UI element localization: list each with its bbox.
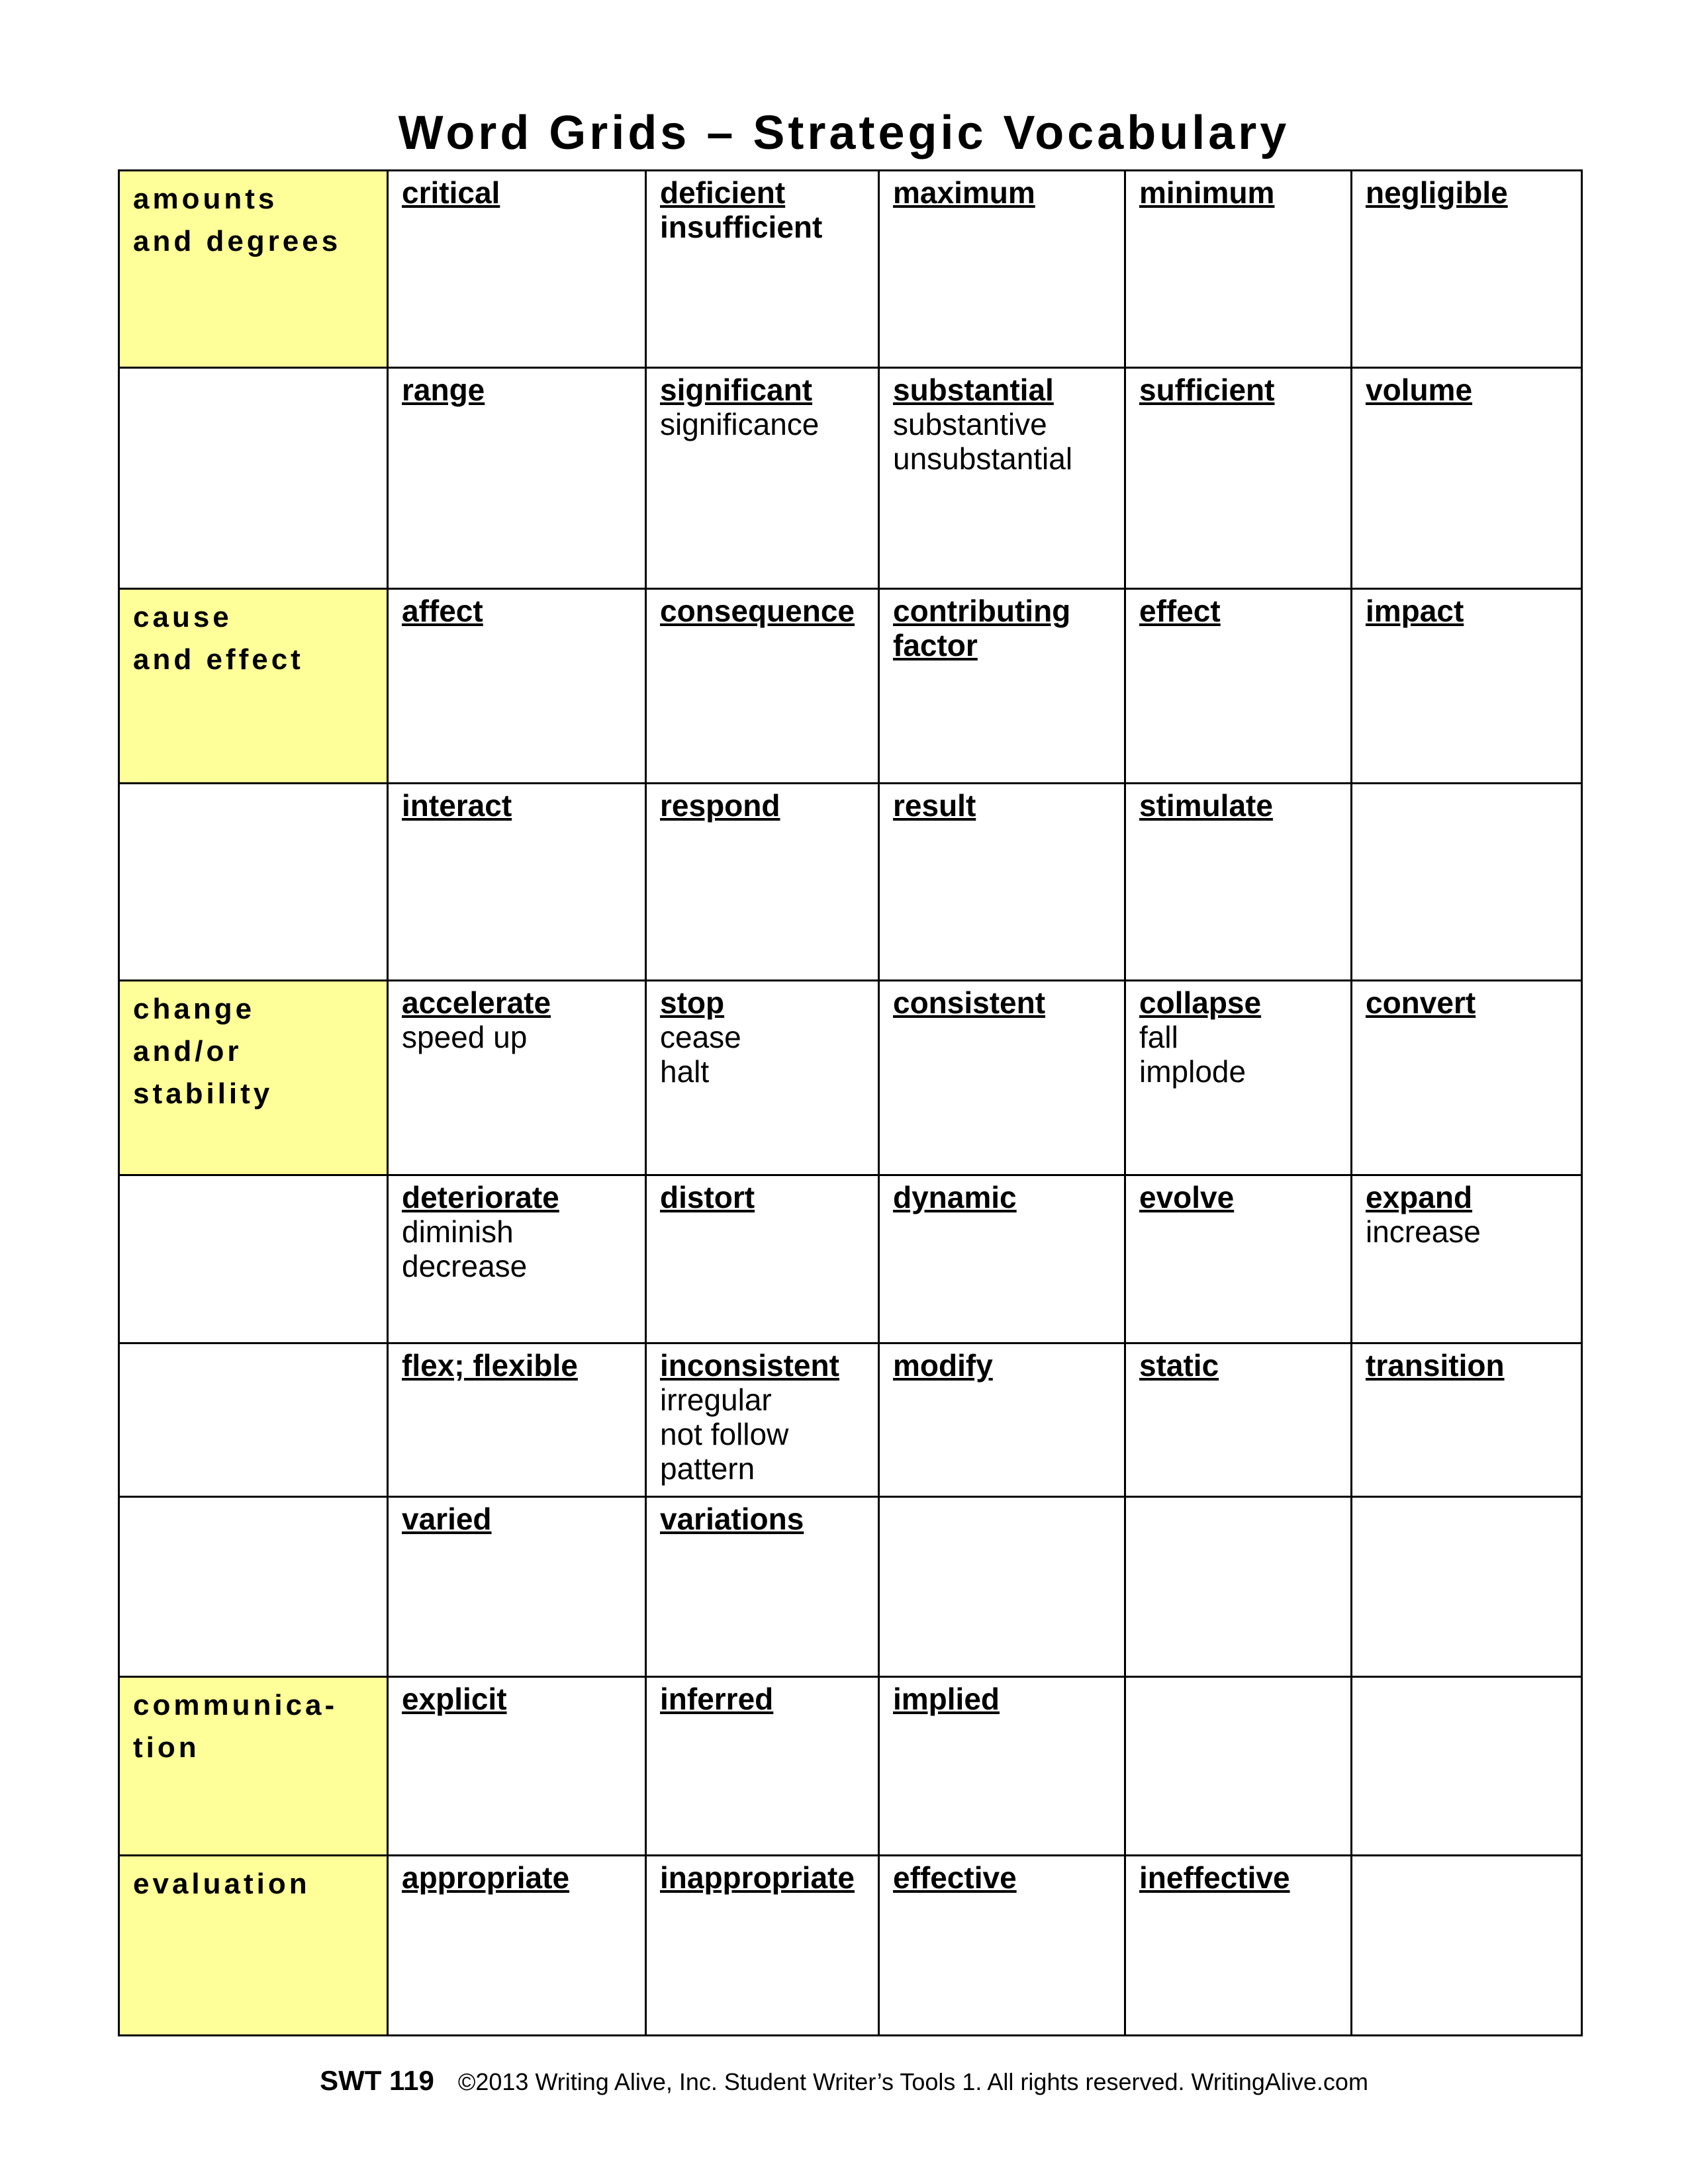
category-label: amounts and degrees — [133, 183, 342, 257]
word-cell — [1125, 1343, 1352, 1497]
headword: effect — [1139, 594, 1221, 628]
category-cell — [119, 368, 388, 589]
word-cell — [1125, 171, 1352, 368]
related-word: unsubstantial — [893, 441, 1073, 476]
word-cell — [1125, 1677, 1352, 1856]
word-cell — [1352, 589, 1582, 784]
grid-row — [119, 1856, 1582, 2036]
headword: negligible — [1366, 175, 1508, 210]
headword: consequence — [660, 594, 855, 628]
word-cell — [646, 368, 879, 589]
word-cell — [388, 981, 646, 1175]
headword: variations — [660, 1502, 804, 1536]
grid-row — [119, 589, 1582, 784]
headword: varied — [402, 1502, 492, 1536]
category-label — [133, 788, 373, 791]
headword: deficient — [660, 175, 786, 210]
word-cell — [388, 368, 646, 589]
related-word: speed up — [402, 1020, 528, 1054]
word-cell — [646, 1856, 879, 2036]
word-cell — [1352, 1497, 1582, 1677]
word-cell — [646, 589, 879, 784]
word-cell — [646, 784, 879, 981]
word-cell — [646, 1677, 879, 1856]
page-title: Word Grids – Strategic Vocabulary — [398, 107, 1290, 159]
headword: collapse — [1139, 985, 1262, 1020]
word-cell — [646, 1175, 879, 1343]
category-label: communica- tion — [133, 1689, 338, 1764]
category-cell — [119, 981, 388, 1175]
word-cell — [388, 1497, 646, 1677]
category-label — [133, 1180, 373, 1183]
headword: static — [1139, 1348, 1219, 1383]
word-cell — [388, 1343, 646, 1497]
word-cell — [388, 1856, 646, 2036]
word-cell — [1125, 368, 1352, 589]
word-cell — [1125, 784, 1352, 981]
grid-row — [119, 1343, 1582, 1497]
related-word: implode — [1139, 1054, 1246, 1089]
footer-copyright: ©2013 Writing Alive, Inc. Student Writer’s Tools 1. All rights reserved. WritingAlive.com — [457, 2068, 1368, 2095]
word-cell — [1352, 1677, 1582, 1856]
category-cell — [119, 784, 388, 981]
grid-row — [119, 171, 1582, 368]
headword: expand — [1366, 1180, 1473, 1214]
headword: contributing factor — [893, 594, 1071, 662]
category-cell — [119, 1497, 388, 1677]
word-cell — [879, 171, 1125, 368]
grid-row — [119, 1175, 1582, 1343]
related-word: halt — [660, 1054, 710, 1089]
headword: convert — [1366, 985, 1476, 1020]
word-cell — [1352, 368, 1582, 589]
word-cell — [1125, 1497, 1352, 1677]
word-cell — [1125, 981, 1352, 1175]
headword: modify — [893, 1348, 993, 1383]
word-cell — [388, 171, 646, 368]
headword: respond — [660, 788, 780, 823]
headword: flex; flexible — [402, 1348, 578, 1383]
headword: maximum — [893, 175, 1035, 210]
category-label: evaluation — [133, 1868, 310, 1900]
headword: impact — [1366, 594, 1464, 628]
headword: stop — [660, 985, 725, 1020]
headword: interact — [402, 788, 512, 823]
headword: minimum — [1139, 175, 1275, 210]
word-cell — [879, 981, 1125, 1175]
category-cell — [119, 171, 388, 368]
headword: evolve — [1139, 1180, 1235, 1214]
headword: implied — [893, 1682, 1000, 1716]
related-word: irregular — [660, 1383, 772, 1417]
related-word: insufficient — [660, 210, 823, 244]
word-cell — [388, 784, 646, 981]
related-word: increase — [1366, 1214, 1481, 1249]
word-cell — [879, 1497, 1125, 1677]
word-cell — [1352, 784, 1582, 981]
headword: sufficient — [1139, 373, 1275, 407]
word-cell — [1352, 1175, 1582, 1343]
word-cell — [879, 589, 1125, 784]
related-word: decrease — [402, 1249, 528, 1283]
word-cell — [1352, 171, 1582, 368]
category-label: change and/or stability — [133, 993, 273, 1110]
headword: inappropriate — [660, 1860, 855, 1895]
related-word: cease — [660, 1020, 741, 1054]
headword: dynamic — [893, 1180, 1017, 1214]
headword: inferred — [660, 1682, 774, 1716]
grid-row — [119, 784, 1582, 981]
word-cell — [1352, 1856, 1582, 2036]
related-word: pattern — [660, 1451, 755, 1486]
headword: substantial — [893, 373, 1054, 407]
headword: range — [402, 373, 485, 407]
word-grid-table — [118, 169, 1583, 2036]
related-word: significance — [660, 407, 820, 441]
word-cell — [646, 171, 879, 368]
word-cell — [879, 784, 1125, 981]
headword: volume — [1366, 373, 1473, 407]
headword: explicit — [402, 1682, 507, 1716]
headword: consistent — [893, 985, 1046, 1020]
related-word: fall — [1139, 1020, 1178, 1054]
headword: stimulate — [1139, 788, 1273, 823]
grid-row — [119, 368, 1582, 589]
category-cell — [119, 1856, 388, 2036]
category-label — [133, 1502, 373, 1504]
category-cell — [119, 1677, 388, 1856]
word-cell — [646, 1343, 879, 1497]
related-word: not follow — [660, 1417, 789, 1451]
related-word: diminish — [402, 1214, 514, 1249]
word-cell — [1125, 1175, 1352, 1343]
headword: effective — [893, 1860, 1017, 1895]
footer-code: SWT 119 — [320, 2065, 434, 2096]
category-label: cause and effect — [133, 601, 304, 676]
word-cell — [388, 589, 646, 784]
headword: transition — [1366, 1348, 1505, 1383]
grid-row — [119, 981, 1582, 1175]
category-label — [133, 1348, 373, 1351]
headword: ineffective — [1139, 1860, 1290, 1895]
word-cell — [879, 1175, 1125, 1343]
word-cell — [879, 368, 1125, 589]
page-footer — [0, 2065, 1688, 2097]
related-word: substantive — [893, 407, 1047, 441]
word-cell — [646, 981, 879, 1175]
grid-row — [119, 1677, 1582, 1856]
category-cell — [119, 589, 388, 784]
headword: significant — [660, 373, 813, 407]
headword: result — [893, 788, 976, 823]
headword: distort — [660, 1180, 755, 1214]
word-cell — [1125, 589, 1352, 784]
word-cell — [1352, 981, 1582, 1175]
word-cell — [879, 1343, 1125, 1497]
category-label — [133, 373, 373, 375]
word-cell — [646, 1497, 879, 1677]
grid-row — [119, 1497, 1582, 1677]
word-cell — [879, 1856, 1125, 2036]
word-cell — [388, 1677, 646, 1856]
word-cell — [1125, 1856, 1352, 2036]
category-cell — [119, 1343, 388, 1497]
headword: deteriorate — [402, 1180, 559, 1214]
word-cell — [879, 1677, 1125, 1856]
headword: appropriate — [402, 1860, 570, 1895]
category-cell — [119, 1175, 388, 1343]
word-cell — [1352, 1343, 1582, 1497]
headword: inconsistent — [660, 1348, 839, 1383]
word-cell — [388, 1175, 646, 1343]
headword: critical — [402, 175, 500, 210]
headword: affect — [402, 594, 483, 628]
headword: accelerate — [402, 985, 551, 1020]
